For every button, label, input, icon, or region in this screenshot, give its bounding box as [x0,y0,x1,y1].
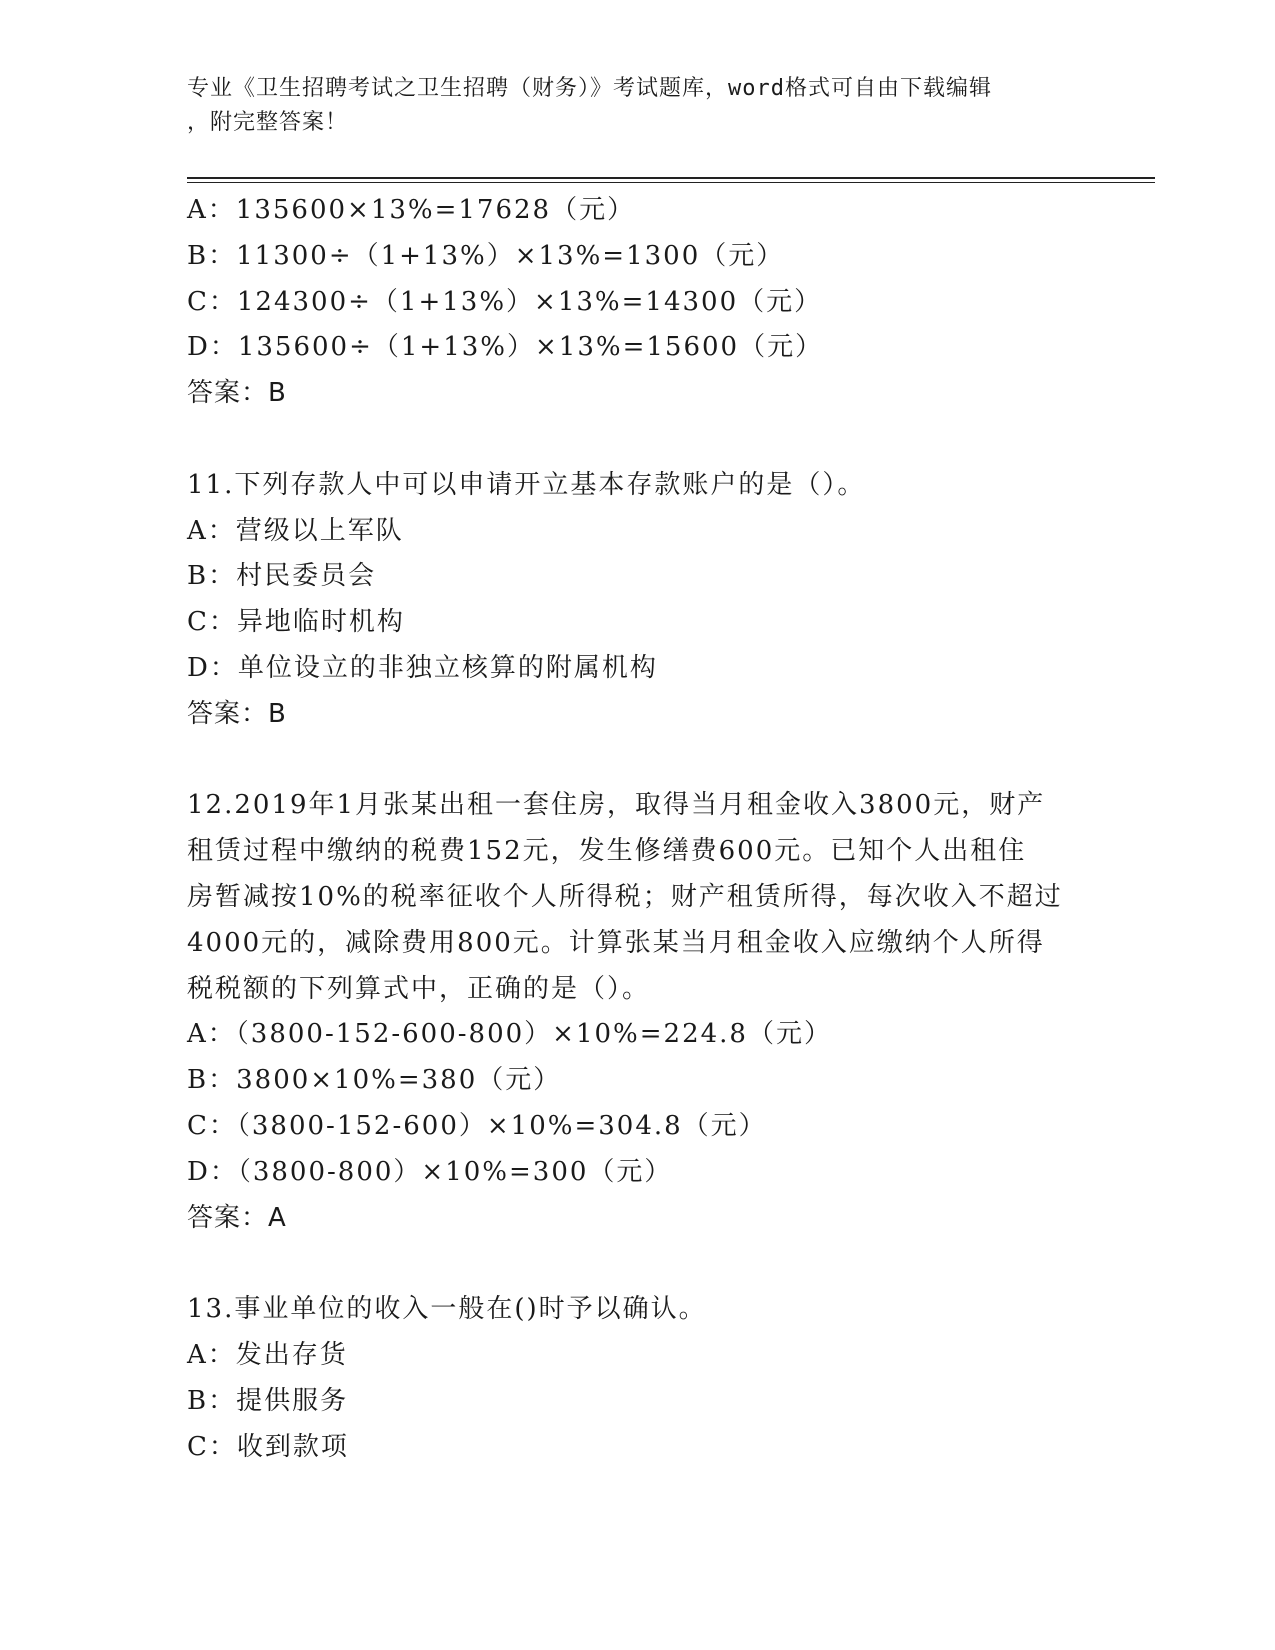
question-13 [187,1287,1087,1470]
question-stem-line-3: 房暂减按10%的税率征收个人所得税；财产租赁所得，每次收入不超过 [187,881,1063,912]
spacer [187,1241,1087,1287]
question-stem: 13.事业单位的收入一般在()时予以确认。 [187,1294,707,1325]
option-c: C：异地临时机构 [187,607,405,638]
option-b: B：3800×10%=380（元） [187,1065,562,1096]
spacer [187,417,1087,463]
option-b: B：11300÷（1+13%）×13%=1300（元） [187,240,785,271]
header-divider-thin [187,182,1155,183]
question-10 [187,188,1087,417]
question-stem: 11.下列存款人中可以申请开立基本存款账户的是（）。 [187,469,866,500]
header-line-1: 专业《卫生招聘考试之卫生招聘（财务）》考试题库，word格式可自由下载编辑 [187,76,992,101]
question-stem-line-5: 税税额的下列算式中，正确的是（）。 [187,973,651,1004]
option-d: D：135600÷（1+13%）×13%=15600（元） [187,332,824,363]
option-a: A：（3800-152-600-800）×10%=224.8（元） [187,1019,832,1050]
option-a: A：营级以上军队 [187,515,404,546]
question-11 [187,463,1087,738]
header-line-2: ，附完整答案！ [187,110,349,135]
option-c: C：124300÷（1+13%）×13%=14300（元） [187,286,823,317]
question-stem-line-2: 租赁过程中缴纳的税费152元，发生修缮费600元。已知个人出租住 [187,836,1027,867]
header-divider-thick [187,177,1155,179]
option-d: D：（3800-800）×10%=300（元） [187,1156,673,1187]
question-list [187,188,1087,1470]
option-c: C：（3800-152-600）×10%=304.8（元） [187,1110,767,1141]
spacer [187,738,1087,784]
option-c: C：收到款项 [187,1431,349,1462]
question-stem-line-4: 4000元的，减除费用800元。计算张某当月租金收入应缴纳个人所得 [187,927,1045,958]
option-b: B：村民委员会 [187,561,377,592]
option-a: A：发出存货 [187,1339,348,1370]
question-stem-line-1: 12.2019年1月张某出租一套住房，取得当月租金收入3800元，财产 [187,790,1046,821]
option-a: A：135600×13%=17628（元） [187,195,636,225]
answer-line: 答案：B [187,378,287,409]
option-d: D：单位设立的非独立核算的附属机构 [187,652,658,683]
document-header [187,72,1087,140]
question-12 [187,783,1087,1241]
answer-line: 答案：B [187,698,287,729]
answer-line: 答案：A [187,1202,287,1233]
option-b: B：提供服务 [187,1385,349,1416]
